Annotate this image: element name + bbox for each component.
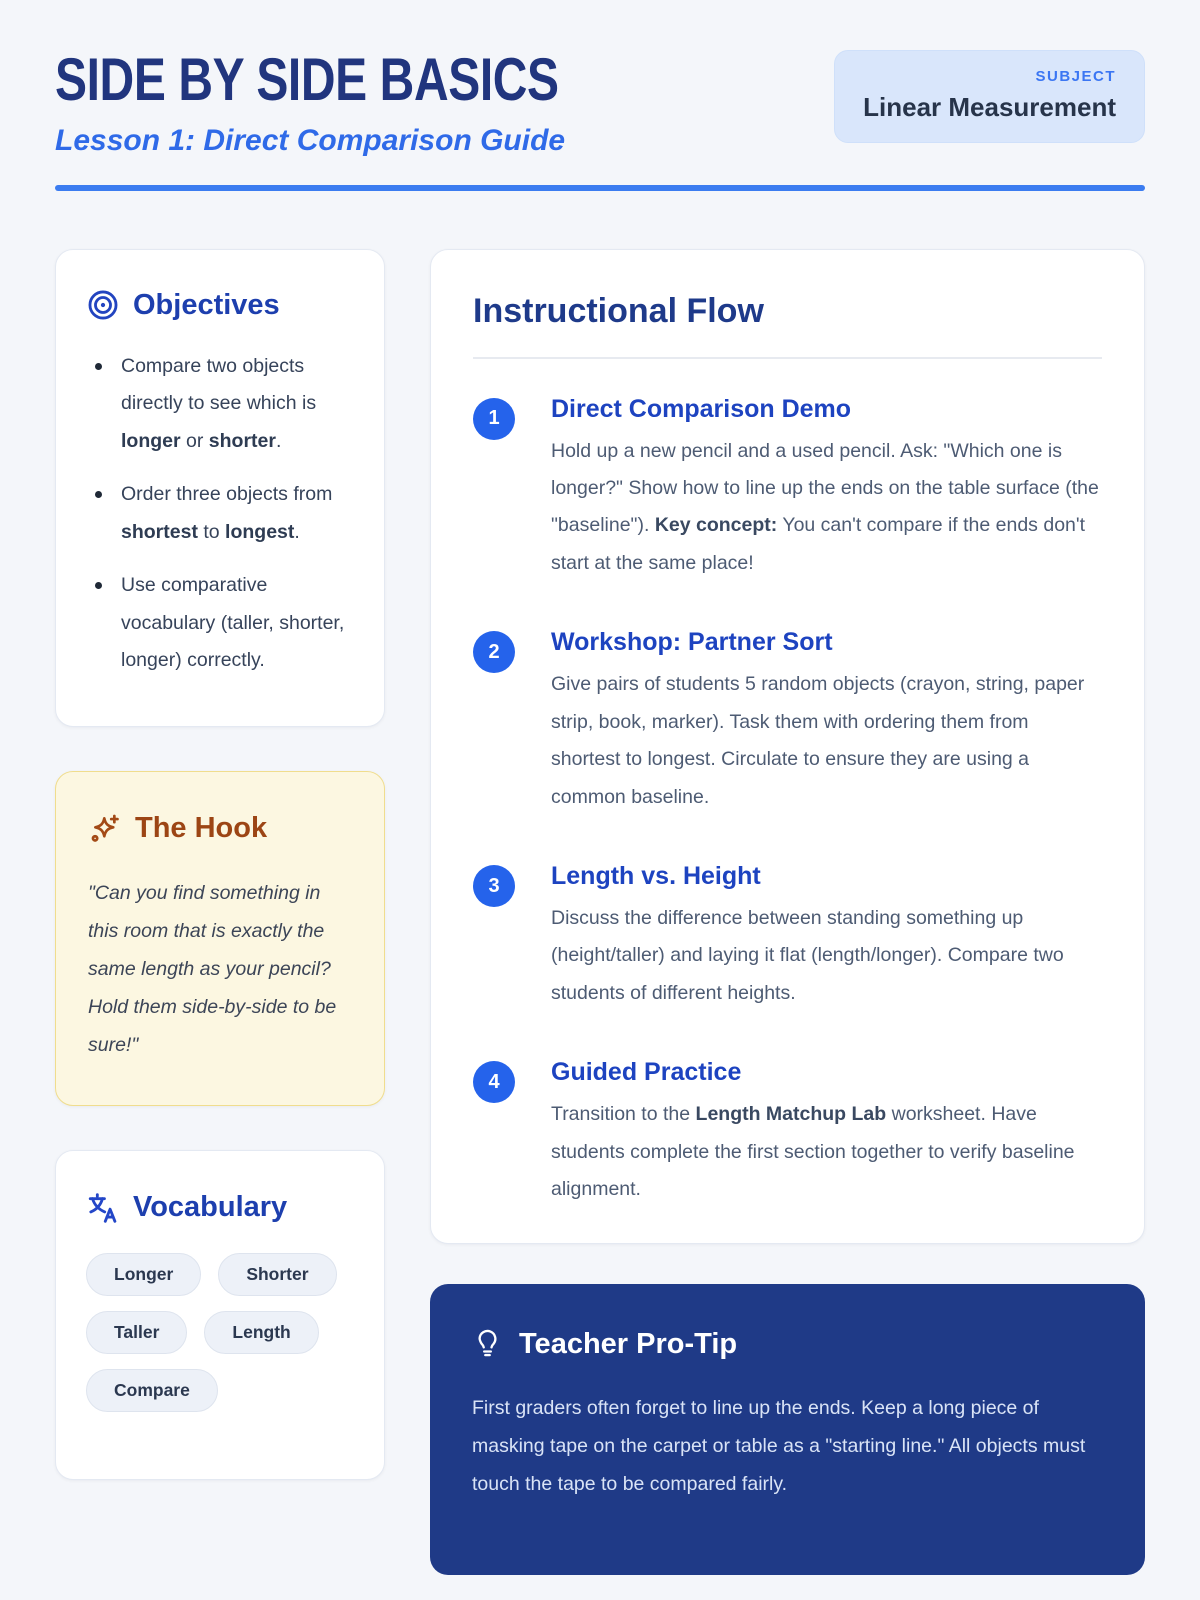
hook-quote: "Can you find something in this room that is exactly the same length as your pencil? Hold them side-by-side to be sure!" (88, 881, 337, 1057)
step-body (551, 433, 1102, 583)
text: Use comparative vocabulary (taller, shorter, longer) correctly. (121, 574, 345, 672)
target-icon (86, 288, 120, 322)
teacher-protip-card (430, 1284, 1145, 1575)
flow-step (473, 1058, 1102, 1208)
text: . (294, 520, 300, 543)
hook-card (55, 771, 385, 1106)
vocab-pill: Length (204, 1311, 318, 1354)
hook-title: The Hook (135, 812, 268, 844)
vocabulary-pills (86, 1253, 354, 1412)
subject-badge-label: SUBJECT (1035, 68, 1116, 85)
hook-header (88, 812, 352, 846)
text: to (197, 520, 226, 543)
objectives-card (55, 249, 385, 727)
page-subtitle: Lesson 1: Direct Comparison Guide (55, 124, 566, 157)
vocabulary-card (55, 1150, 385, 1480)
step-number-badge: 3 (473, 865, 515, 907)
objective-item (86, 348, 354, 460)
step-number-badge: 1 (473, 398, 515, 440)
flow-steps (473, 395, 1102, 1209)
text: or (180, 429, 209, 452)
text: You can't compare if the ends don't start at the same place! (551, 514, 1086, 574)
page-header (55, 46, 1145, 158)
flow-divider (473, 357, 1102, 359)
objectives-title: Objectives (133, 288, 280, 321)
step-body (551, 666, 1102, 816)
bold-text: longest (225, 520, 295, 543)
step-number-badge: 4 (473, 1061, 515, 1103)
flow-step (473, 862, 1102, 1012)
objective-item (86, 476, 354, 551)
objectives-list (86, 348, 354, 680)
flow-step (473, 395, 1102, 583)
step-number-badge: 2 (473, 631, 515, 673)
vocab-pill: Taller (86, 1311, 187, 1354)
vocabulary-title: Vocabulary (133, 1191, 288, 1224)
step-heading: Workshop: Partner Sort (551, 628, 833, 657)
step-heading: Length vs. Height (551, 862, 761, 890)
vocab-pill: Longer (86, 1253, 201, 1296)
text: Discuss the difference between standing something up (height/taller) and laying it flat (length/longer). Compare two students of different heights. (551, 907, 1064, 1004)
step-body (551, 900, 1102, 1012)
left-column (55, 249, 385, 1480)
objectives-header (86, 288, 354, 322)
bold-text: Key concept: (654, 514, 778, 537)
bold-text: shortest (121, 520, 198, 543)
text: worksheet. Have students complete the first section together to verify baseline alignment. (551, 1103, 1075, 1201)
text: Hold up a new pencil and a used pencil. Ask: "Which one is longer?" Show how to line up the ends on the table surface (the "baseline"). (551, 439, 1099, 537)
right-column (430, 249, 1145, 1575)
protip-body: First graders often forget to line up the ends. Keep a long piece of masking tape on the carpet or table as a "starting line." All objects must touch the tape to be compared fairly. (472, 1396, 1086, 1495)
content-columns (55, 249, 1145, 1575)
text: Give pairs of students 5 random objects (crayon, string, paper strip, book, marker). Task them with ordering them from shortest to longest. Circulate to ensure they are using a common baseline. (551, 673, 1085, 808)
text: Order three objects from (121, 483, 333, 506)
text: . (275, 429, 282, 452)
vocab-pill: Shorter (218, 1253, 336, 1296)
step-content (551, 862, 1102, 1012)
instructional-flow-card (430, 249, 1145, 1244)
subject-badge (834, 50, 1145, 143)
instructional-flow-title: Instructional Flow (473, 292, 764, 330)
protip-title: Teacher Pro-Tip (519, 1327, 738, 1360)
translate-icon (86, 1191, 120, 1225)
sparkles-icon (88, 812, 122, 846)
page-title: SIDE BY SIDE BASICS (55, 46, 559, 113)
lightbulb-icon (472, 1329, 503, 1360)
step-heading: Guided Practice (551, 1058, 742, 1087)
header-titles (55, 46, 685, 158)
text: Compare two objects directly to see which is (121, 355, 317, 415)
vocab-pill: Compare (86, 1369, 218, 1412)
text: Transition to the (551, 1103, 696, 1126)
objective-item (86, 567, 354, 679)
step-body (551, 1096, 1102, 1208)
step-content (551, 628, 1102, 816)
vocabulary-header (86, 1191, 354, 1225)
step-heading: Direct Comparison Demo (551, 394, 852, 423)
flow-step (473, 628, 1102, 816)
subject-badge-value: Linear Measurement (863, 92, 1116, 122)
protip-header (472, 1328, 1103, 1361)
header-divider (55, 185, 1145, 191)
bold-text: Length Matchup Lab (695, 1103, 887, 1126)
step-content (551, 395, 1102, 583)
bold-text: shorter (208, 429, 276, 452)
bold-text: longer (121, 429, 181, 452)
step-content (551, 1058, 1102, 1208)
